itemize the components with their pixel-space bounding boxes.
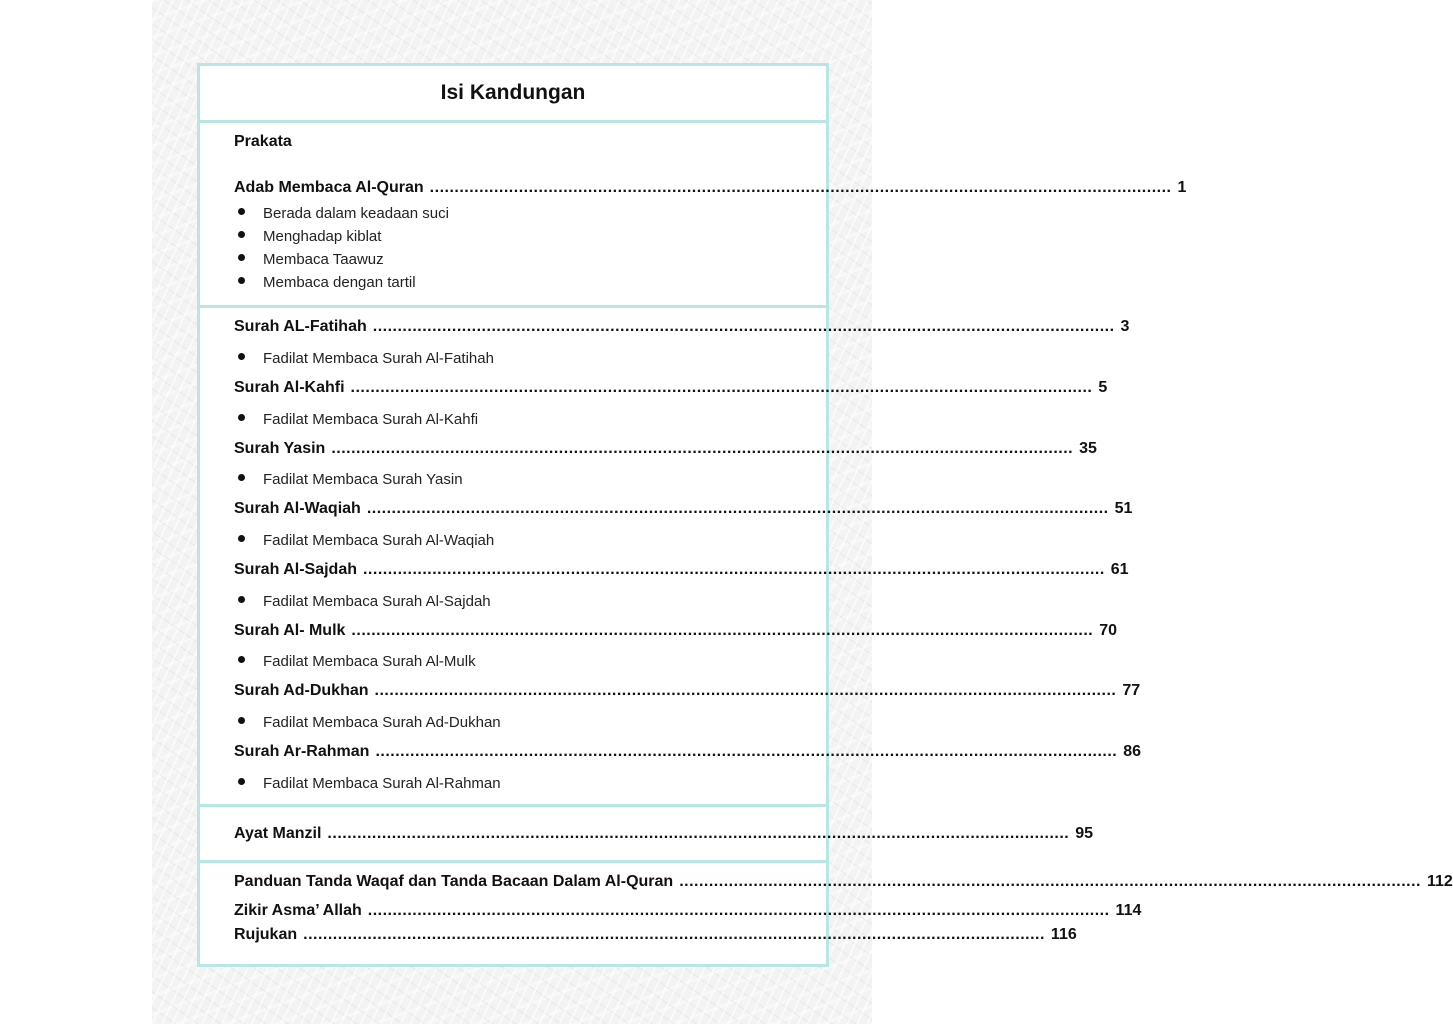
- list-item: [238, 593, 491, 610]
- bullet-text: Fadilat Membaca Surah Al-Sajdah: [263, 593, 491, 610]
- toc-entry-label: Surah Al-Waqiah: [234, 500, 361, 517]
- dot-leader: ......................................................................................................................................................: [327, 825, 1070, 842]
- bullet-text: Fadilat Membaca Surah Yasin: [263, 471, 463, 488]
- toc-entry-page: 77: [1122, 682, 1141, 699]
- bullet-dot-icon: [238, 254, 245, 261]
- toc-entry-label: Surah Yasin: [234, 440, 326, 457]
- toc-entry-page: 112: [1426, 873, 1453, 890]
- toc-entry-surah[interactable]: [234, 440, 1097, 458]
- table-of-contents: [197, 63, 1453, 967]
- dot-leader: ......................................................................................................................................................: [429, 179, 1172, 196]
- toc-entry-zikir[interactable]: [234, 902, 1142, 920]
- prakata-heading: Prakata: [234, 133, 292, 150]
- toc-entry-surah[interactable]: [234, 561, 1129, 579]
- dot-leader: ......................................................................................................................................................: [351, 622, 1094, 639]
- bullet-text: Fadilat Membaca Surah Al-Rahman: [263, 775, 501, 792]
- list-item: [238, 350, 494, 367]
- section-surahs: [200, 305, 1142, 804]
- bullet-dot-icon: [238, 778, 245, 785]
- bullet-dot-icon: [238, 353, 245, 360]
- toc-entry-page: 116: [1050, 926, 1077, 943]
- bullet-text: Membaca dengan tartil: [263, 274, 416, 291]
- toc-entry-label: Rujukan: [234, 926, 298, 943]
- bullet-dot-icon: [238, 535, 245, 542]
- toc-entry-surah[interactable]: [234, 318, 1130, 336]
- toc-entry-label: Adab Membaca Al-Quran: [234, 179, 424, 196]
- toc-entry-page: 5: [1098, 379, 1108, 396]
- section-intro: [200, 120, 1187, 305]
- list-item: [238, 714, 501, 731]
- list-item: [238, 653, 476, 670]
- toc-entry-page: 35: [1079, 440, 1097, 457]
- toc-entry-page: 51: [1114, 500, 1133, 517]
- bullet-text: Fadilat Membaca Surah Al-Kahfi: [263, 411, 479, 428]
- toc-entry-page: 114: [1115, 902, 1142, 919]
- toc-entry-page: 70: [1099, 622, 1118, 639]
- toc-entry-label: Zikir Asma’ Allah: [234, 902, 362, 919]
- toc-entry-page: 3: [1120, 318, 1130, 335]
- toc-entry-page: 86: [1123, 743, 1142, 760]
- section-ayat-manzil: [200, 804, 1094, 860]
- dot-leader: ......................................................................................................................................................: [362, 561, 1105, 578]
- toc-entry-label: Panduan Tanda Waqaf dan Tanda Bacaan Dalam Al-Quran: [234, 873, 674, 890]
- bullet-dot-icon: [238, 656, 245, 663]
- list-item: [238, 205, 449, 222]
- bullet-text: Fadilat Membaca Surah Al-Fatihah: [263, 350, 494, 367]
- list-item: [238, 228, 381, 245]
- bullet-dot-icon: [238, 596, 245, 603]
- bullet-text: Berada dalam keadaan suci: [263, 205, 449, 222]
- bullet-dot-icon: [238, 474, 245, 481]
- bullet-text: Membaca Taawuz: [263, 251, 384, 268]
- toc-entry-ayat-manzil[interactable]: [234, 825, 1094, 843]
- list-item: [238, 775, 501, 792]
- dot-leader: ......................................................................................................................................................: [375, 743, 1118, 760]
- bullet-text: Fadilat Membaca Surah Al-Mulk: [263, 653, 476, 670]
- list-item: [238, 411, 478, 428]
- page-title: Isi Kandungan: [440, 81, 586, 104]
- list-item: [238, 274, 416, 291]
- toc-entry-surah[interactable]: [234, 622, 1118, 640]
- toc-entry-label: Surah Al-Kahfi: [234, 379, 345, 396]
- toc-entry-surah[interactable]: [234, 500, 1133, 518]
- bullet-dot-icon: [238, 231, 245, 238]
- toc-entry-label: Surah Al- Mulk: [234, 622, 346, 639]
- dot-leader: ......................................................................................................................................................: [374, 682, 1117, 699]
- toc-entry-adab[interactable]: [234, 179, 1187, 197]
- toc-entry-rujukan[interactable]: [234, 926, 1077, 944]
- list-item: [238, 532, 494, 549]
- bullet-dot-icon: [238, 277, 245, 284]
- bullet-dot-icon: [238, 414, 245, 421]
- toc-entry-label: Surah AL-Fatihah: [234, 318, 367, 335]
- toc-entry-label: Surah Al-Sajdah: [234, 561, 357, 578]
- dot-leader: ......................................................................................................................................................: [303, 926, 1045, 943]
- dot-leader: ......................................................................................................................................................: [350, 379, 1093, 396]
- toc-entry-page: 1: [1177, 179, 1187, 196]
- bullet-text: Fadilat Membaca Surah Ad-Dukhan: [263, 714, 501, 731]
- toc-entry-label: Surah Ar-Rahman: [234, 743, 370, 760]
- list-item: [238, 471, 463, 488]
- dot-leader: ......................................................................................................................................................: [679, 873, 1421, 890]
- toc-entry-surah[interactable]: [234, 682, 1141, 700]
- toc-entry-surah[interactable]: [234, 743, 1142, 761]
- toc-entry-label: Ayat Manzil: [234, 825, 322, 842]
- dot-leader: ......................................................................................................................................................: [367, 902, 1110, 919]
- dot-leader: ......................................................................................................................................................: [331, 440, 1074, 457]
- bullet-text: Fadilat Membaca Surah Al-Waqiah: [263, 532, 495, 549]
- toc-entry-surah[interactable]: [234, 379, 1108, 397]
- dot-leader: ......................................................................................................................................................: [366, 500, 1109, 517]
- bullet-text: Menghadap kiblat: [263, 228, 382, 245]
- dot-leader: ......................................................................................................................................................: [372, 318, 1115, 335]
- toc-entry-panduan[interactable]: [234, 873, 1453, 891]
- toc-entry-page: 95: [1075, 825, 1094, 842]
- list-item: [238, 251, 384, 268]
- bullet-dot-icon: [238, 208, 245, 215]
- section-appendix: [200, 860, 1453, 964]
- toc-entry-label: Surah Ad-Dukhan: [234, 682, 369, 699]
- bullet-dot-icon: [238, 717, 245, 724]
- toc-entry-page: 61: [1110, 561, 1129, 578]
